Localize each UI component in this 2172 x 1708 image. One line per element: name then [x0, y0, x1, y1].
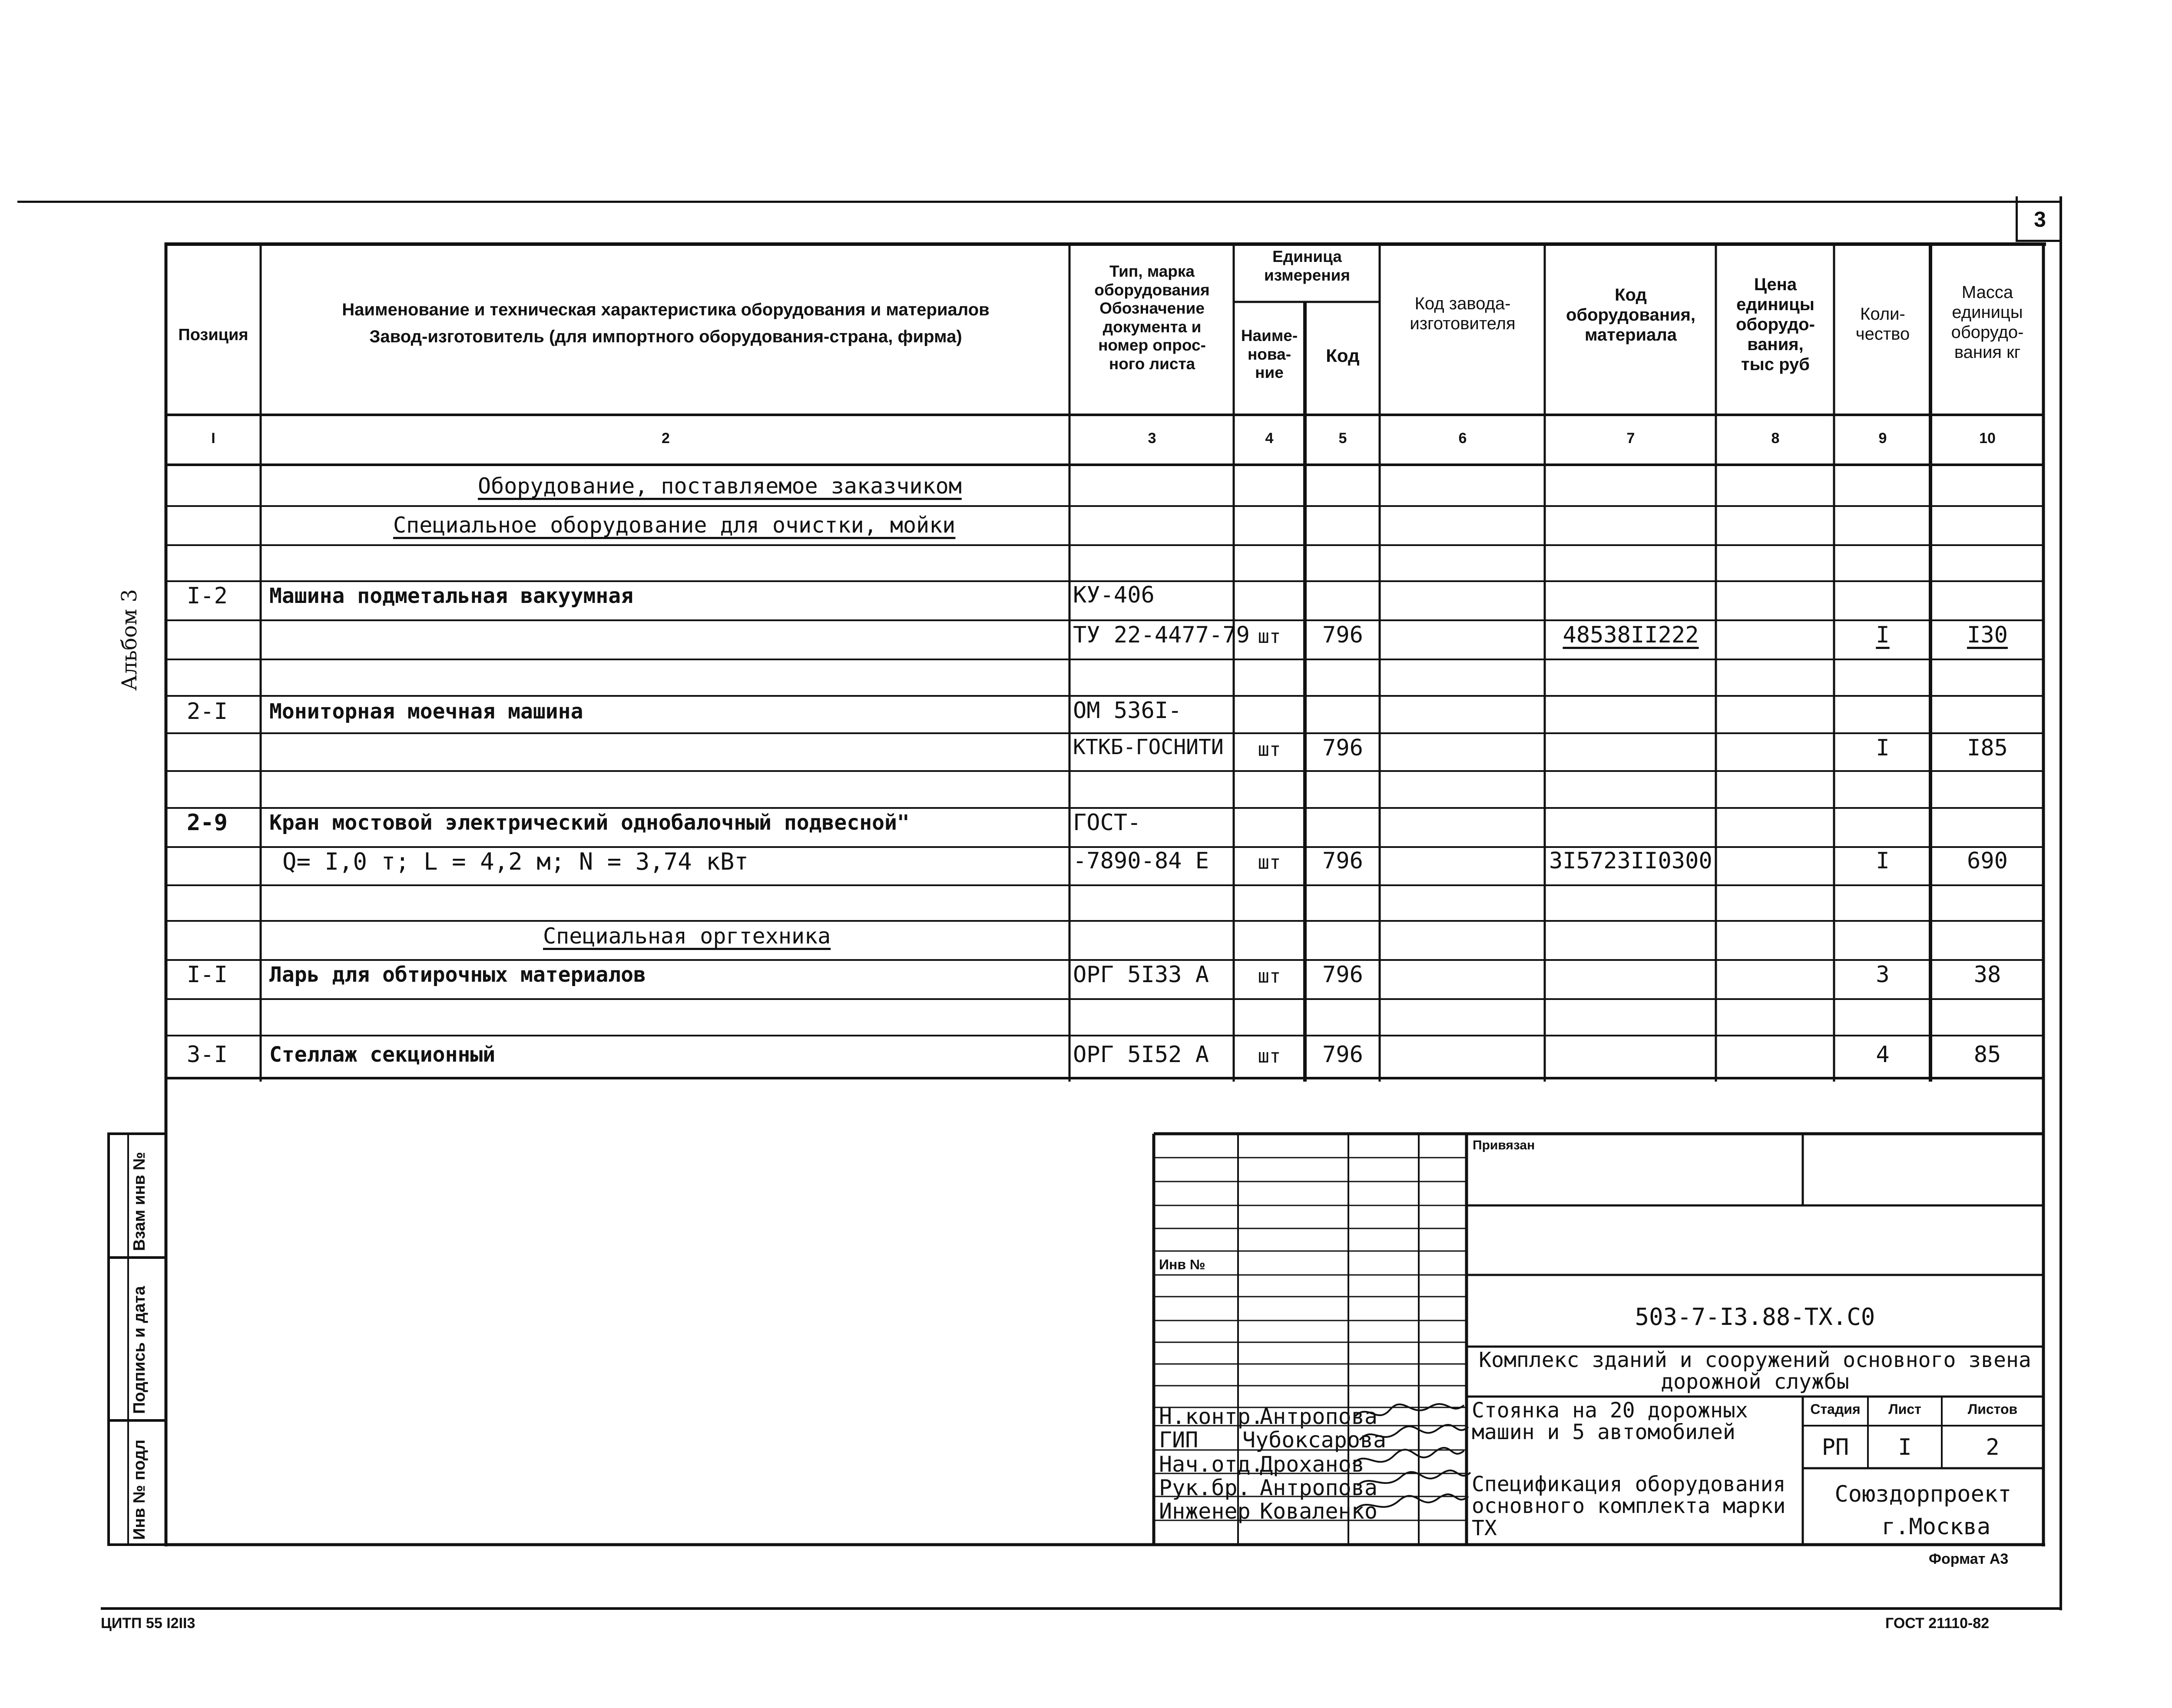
- row2-eq-code: 48538II222: [1563, 622, 1699, 648]
- header-qty-l1: Коли-: [1860, 305, 1905, 324]
- row2-code: 796: [1322, 622, 1363, 648]
- signer-name-3: Дроханов: [1260, 1452, 1364, 1477]
- album-note: Альбом 3: [117, 589, 142, 691]
- signer-role-3: Нач.отд.: [1159, 1452, 1264, 1477]
- signer-role-2: ГИП: [1159, 1427, 1199, 1453]
- header-qty-l2: чество: [1855, 324, 1910, 344]
- page-number: 3: [2034, 207, 2046, 232]
- row8-qty: 4: [1876, 1042, 1890, 1068]
- row6-qty: I: [1876, 848, 1890, 874]
- col-num-3: 3: [1148, 430, 1156, 447]
- stamp-privyazan: Привязан: [1473, 1138, 1535, 1152]
- col-num-9: 9: [1878, 430, 1887, 447]
- signer-role-1: Н.контр.: [1159, 1404, 1264, 1429]
- header-unit-code: Код: [1326, 345, 1360, 366]
- handwritten-signatures: [1347, 1399, 1477, 1529]
- row4-unit: шт: [1258, 738, 1281, 761]
- row5-type: ГОСТ-: [1073, 810, 1141, 836]
- row1-position: I-2: [187, 583, 228, 609]
- header-plant-code-l1: Код завода-: [1414, 294, 1511, 313]
- col-num-1: I: [211, 430, 215, 447]
- col-num-4: 4: [1265, 430, 1274, 447]
- footer-left-code: ЦИТП 55 I2II3: [101, 1615, 195, 1632]
- side-stamp-signature-date: Подпись и дата: [130, 1286, 149, 1414]
- row5-name: Кран мостовой электрический однобалочный подвесной": [269, 811, 910, 835]
- row1-name: Машина подметальная вакуумная: [269, 584, 634, 608]
- row8-position: 3-I: [187, 1042, 228, 1068]
- header-mass-l3: оборудо-: [1951, 323, 2024, 342]
- stamp-list-value: I: [1898, 1434, 1912, 1460]
- header-type: [1071, 262, 1233, 373]
- header-unit-l2: измерения: [1264, 266, 1351, 284]
- signer-role-5: Инженер: [1159, 1499, 1251, 1524]
- row6-type: -7890-84 Е: [1073, 848, 1209, 874]
- row7-unit: шт: [1258, 965, 1281, 987]
- header-unit-name-l1: Наиме-: [1241, 327, 1298, 344]
- header-unit-l1: Единица: [1272, 248, 1342, 265]
- header-type-l6: ного листа: [1109, 354, 1195, 373]
- section-title-office-equipment: Специальная оргтехника: [543, 924, 831, 949]
- signer-role-4: Рук.бр.: [1159, 1475, 1251, 1500]
- row2-mass: I30: [1967, 622, 2008, 648]
- header-eq-code: [1546, 285, 1715, 345]
- header-price-l1: Цена: [1754, 275, 1797, 294]
- row4-code: 796: [1322, 735, 1363, 761]
- header-eq-code-l1: Код: [1615, 285, 1647, 305]
- row2-unit: шт: [1258, 626, 1281, 648]
- col-num-5: 5: [1338, 430, 1347, 447]
- row8-name: Стеллаж секционный: [269, 1043, 496, 1067]
- signer-name-4: Антропова: [1260, 1475, 1377, 1500]
- stamp-stadia-label: Стадия: [1810, 1401, 1861, 1417]
- stamp-inv-label: Инв №: [1159, 1257, 1205, 1272]
- format-label: Формат А3: [1929, 1551, 2009, 1567]
- stamp-complex: Комплекс зданий и сооружений основного звена дорожной службы: [1479, 1348, 2031, 1394]
- row8-code: 796: [1322, 1042, 1363, 1068]
- stamp-sheet-title: Спецификация оборудования основного комплекта марки ТХ: [1472, 1472, 1786, 1540]
- header-mass-l4: вания кг: [1954, 343, 2021, 362]
- header-type-l4: документа и: [1103, 318, 1202, 336]
- row4-type: КТКБ-ГОСНИТИ: [1073, 735, 1224, 759]
- row3-position: 2-I: [187, 698, 228, 725]
- stamp-stadia-value: РП: [1821, 1434, 1849, 1460]
- signer-name-2: Чубоксарова: [1242, 1427, 1387, 1453]
- header-plant-code: [1381, 294, 1544, 334]
- header-price-l2: единицы: [1736, 295, 1814, 314]
- signer-name-1: Антропова: [1260, 1404, 1377, 1429]
- header-unit-name-l3: ние: [1255, 364, 1284, 382]
- section-title-cleaning-equipment: Специальное оборудование для очистки, мойки: [393, 513, 956, 538]
- row7-qty: 3: [1876, 962, 1890, 988]
- row7-code: 796: [1322, 962, 1363, 988]
- row7-type: ОРГ 5I33 А: [1073, 962, 1209, 988]
- stamp-object: Стоянка на 20 дорожных машин и 5 автомобилей: [1472, 1398, 1748, 1445]
- row5-position: 2-9: [187, 810, 228, 836]
- section-title-customer-equipment: Оборудование, поставляемое заказчиком: [478, 473, 962, 499]
- row4-mass: I85: [1967, 735, 2008, 761]
- stamp-listov-value: 2: [1986, 1434, 2000, 1460]
- header-plant-code-l2: изготовителя: [1410, 314, 1516, 333]
- header-type-l2: оборудования: [1094, 281, 1210, 299]
- header-mass-l1: Масса: [1961, 283, 2013, 302]
- row6-unit: шт: [1258, 851, 1281, 874]
- header-unit-name-l2: нова-: [1247, 345, 1291, 363]
- row6-code: 796: [1322, 848, 1363, 874]
- side-stamp-replace-inv: Взам инв №: [130, 1152, 149, 1251]
- row7-position: I-I: [187, 962, 228, 988]
- header-type-l3: Обозначение: [1099, 299, 1205, 318]
- row7-mass: 38: [1973, 962, 2001, 988]
- side-stamp-inv-original: Инв № подл: [130, 1439, 149, 1540]
- row8-mass: 85: [1973, 1042, 2001, 1068]
- col-num-8: 8: [1771, 430, 1780, 447]
- row6-mass: 690: [1967, 848, 2008, 874]
- header-eq-code-l3: материала: [1584, 325, 1677, 344]
- row6-formula: Q= I,0 т; L = 4,2 м; N = 3,74 кВт: [282, 848, 748, 875]
- header-position: Позиция: [178, 326, 248, 344]
- header-type-l1: Тип, марка: [1109, 262, 1195, 280]
- header-price-l4: вания,: [1747, 335, 1804, 354]
- stamp-city: г.Москва: [1881, 1514, 1991, 1540]
- stamp-listov-label: Листов: [1967, 1401, 2018, 1417]
- header-mass: [1932, 282, 2043, 362]
- header-mass-l2: единицы: [1952, 303, 2023, 322]
- header-qty: [1836, 304, 1930, 344]
- header-price: [1718, 275, 1833, 374]
- header-eq-code-l2: оборудования,: [1566, 305, 1696, 324]
- col-num-6: 6: [1458, 430, 1467, 447]
- header-price-l3: оборудо-: [1736, 315, 1815, 334]
- header-name-line1: Наименование и техническая характеристика оборудования и материалов: [342, 300, 990, 319]
- col-num-2: 2: [662, 430, 670, 447]
- signer-name-5: Коваленко: [1260, 1499, 1377, 1524]
- row3-name: Мониторная моечная машина: [269, 699, 583, 724]
- header-name-line2: Завод-изготовитель (для импортного оборудования-страна, фирма): [369, 327, 962, 346]
- row7-name: Ларь для обтирочных материалов: [269, 963, 646, 987]
- header-type-l5: номер опрос-: [1098, 336, 1206, 354]
- row2-qty: I: [1876, 622, 1890, 648]
- col-num-10: 10: [1979, 430, 1996, 447]
- row2-type: ТУ 22-4477-79: [1073, 622, 1250, 648]
- header-price-l5: тыс руб: [1741, 355, 1810, 374]
- header-unit-name: [1235, 327, 1304, 382]
- header-unit-group: [1235, 248, 1379, 285]
- stamp-org: Союздорпроект: [1834, 1481, 2012, 1507]
- row3-type: ОМ 536I-: [1073, 698, 1182, 724]
- stamp-doc-code: 503-7-I3.88-ТХ.С0: [1635, 1303, 1875, 1331]
- row6-eq-code: 3I5723II0300: [1549, 848, 1712, 874]
- row8-type: ОРГ 5I52 А: [1073, 1042, 1209, 1068]
- row4-qty: I: [1876, 735, 1890, 761]
- stamp-list-label: Лист: [1888, 1401, 1921, 1417]
- footer-right-gost: ГОСТ 21110-82: [1885, 1615, 1990, 1632]
- row8-unit: шт: [1258, 1045, 1281, 1067]
- col-num-7: 7: [1626, 430, 1635, 447]
- row1-type: КУ-406: [1073, 582, 1155, 608]
